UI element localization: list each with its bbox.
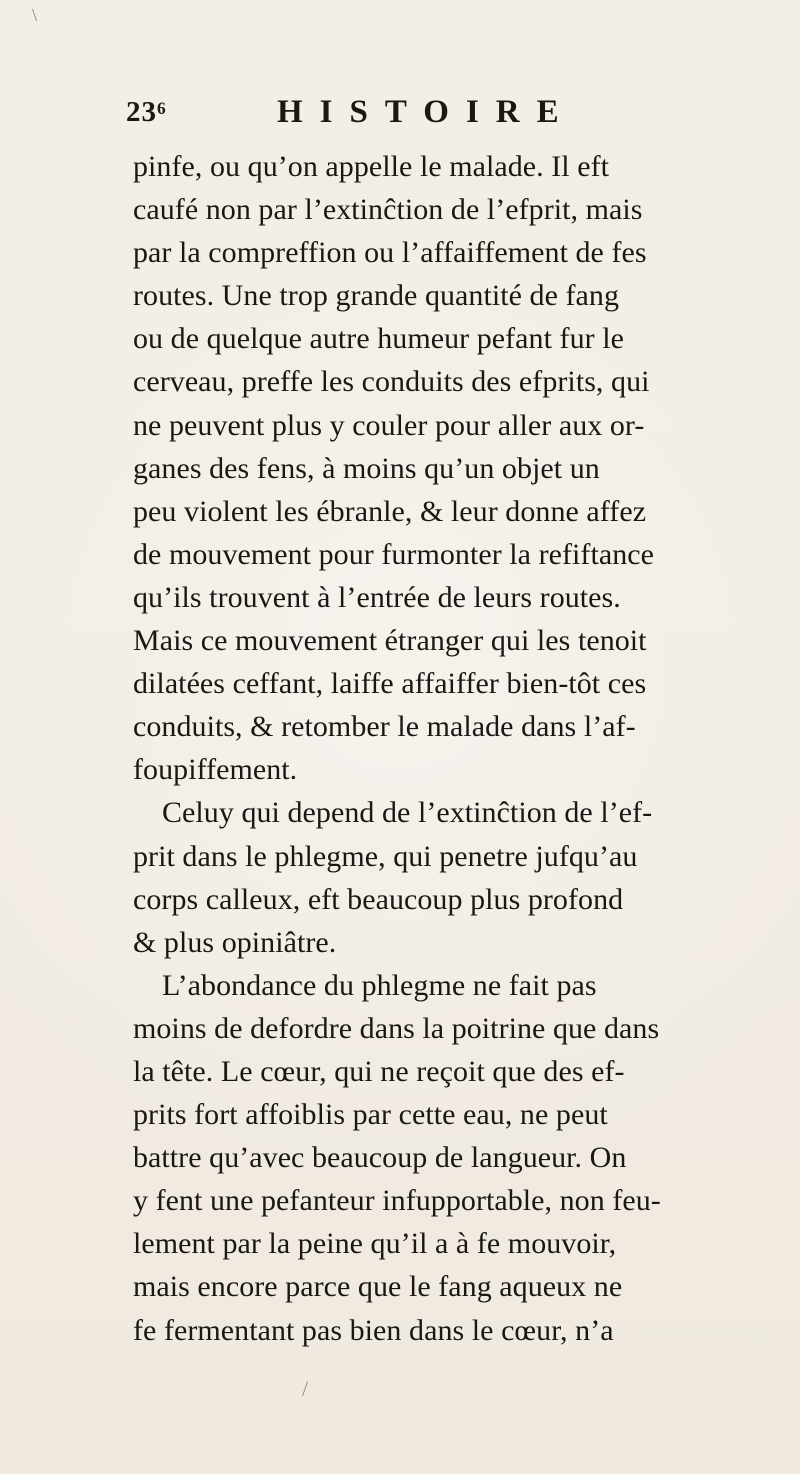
- text-line-content: conduits, & retomber le malade dans l’af-: [133, 710, 636, 744]
- text-line-content: & plus opiniâtre.: [133, 925, 337, 959]
- text-line: [133, 533, 794, 576]
- text-line-content: qu’ils trouvent à l’entrée de leurs routes.: [133, 580, 621, 614]
- text-line-content: la tête. Le cœur, qui ne reçoit que des ef-: [133, 1054, 625, 1088]
- text-line: [133, 404, 794, 447]
- text-line: [133, 1007, 794, 1050]
- text-line: [133, 1309, 794, 1352]
- text-line: [133, 1136, 794, 1179]
- text-line: [133, 231, 794, 274]
- text-line: [133, 490, 794, 533]
- text-line: [133, 1179, 794, 1222]
- text-line: [133, 1265, 794, 1308]
- bottom-mark: /: [302, 1376, 309, 1401]
- text-line: [133, 748, 794, 791]
- text-line: [133, 921, 794, 964]
- text-line-content: par la compreffion ou l’affaiffement de fes: [133, 236, 647, 270]
- text-line: [133, 1050, 794, 1093]
- text-line-content: caufé non par l’extinĉtion de l’efprit, mais: [133, 193, 643, 227]
- text-line-content: de mouvement pour furmonter la refiftance: [133, 537, 654, 571]
- text-line-content: mais encore parce que le fang aqueux ne: [133, 1270, 623, 1304]
- text-line-content: L’abondance du phlegme ne fait pas: [162, 968, 597, 1002]
- text-line: [133, 1222, 794, 1265]
- text-line-content: peu violent les ébranle, & leur donne affez: [133, 494, 647, 528]
- text-line: [133, 878, 794, 921]
- text-line-content: ne peuvent plus y couler pour aller aux or-: [133, 408, 645, 442]
- text-line-content: Mais ce mouvement étranger qui les tenoit: [133, 624, 647, 658]
- text-line-content: Celuy qui depend de l’extinĉtion de l’ef-: [162, 796, 653, 830]
- corner-mark: \: [32, 5, 38, 25]
- text-line: [133, 188, 794, 231]
- text-line-content: ou de quelque autre humeur pefant fur le: [133, 322, 624, 356]
- text-line-content: dilatées ceffant, laiffe affaiffer bien-tôt ces: [133, 667, 647, 701]
- text-line-content: cerveau, preffe les conduits des efprits, qui: [133, 365, 650, 399]
- text-line-content: ganes des fens, à moins qu’un objet un: [133, 451, 600, 485]
- text-line-content: pinfe, ou qu’on appelle le malade. Il eft: [133, 150, 610, 183]
- text-line-content: moins de defordre dans la poitrine que dans: [133, 1011, 660, 1045]
- text-line: [133, 791, 794, 834]
- text-line: [133, 705, 794, 748]
- text-line-content: lement par la peine qu’il a à fe mouvoir,: [133, 1227, 617, 1261]
- text-line: [133, 619, 794, 662]
- text-line: [133, 145, 794, 188]
- text-line: [133, 662, 794, 705]
- page-header: [126, 94, 666, 136]
- text-line-content: y fent une pefanteur infupportable, non feu-: [133, 1184, 661, 1218]
- text-line-content: corps calleux, eft beaucoup plus profond: [133, 882, 624, 916]
- text-line: [133, 835, 794, 878]
- text-line-content: prits fort affoiblis par cette eau, ne peut: [133, 1098, 608, 1132]
- text-line-content: fe fermentant pas bien dans le cœur, n’a: [133, 1313, 614, 1347]
- text-line: [133, 576, 794, 619]
- page-number: 23⁶: [126, 96, 167, 128]
- text-line: [133, 274, 794, 317]
- text-line: [133, 360, 794, 403]
- text-line: [133, 447, 794, 490]
- text-line: [133, 317, 794, 360]
- running-head: HISTOIRE: [277, 94, 576, 130]
- text-line: [133, 1093, 794, 1136]
- text-line: [133, 964, 794, 1007]
- text-line-content: prit dans le phlegme, qui penetre jufqu’au: [133, 839, 638, 873]
- text-line-content: routes. Une trop grande quantité de fang: [133, 279, 619, 313]
- text-line-content: battre qu’avec beaucoup de langueur. On: [133, 1141, 627, 1175]
- text-line-content: foupiffement.: [133, 753, 298, 787]
- page-text: [133, 145, 794, 1352]
